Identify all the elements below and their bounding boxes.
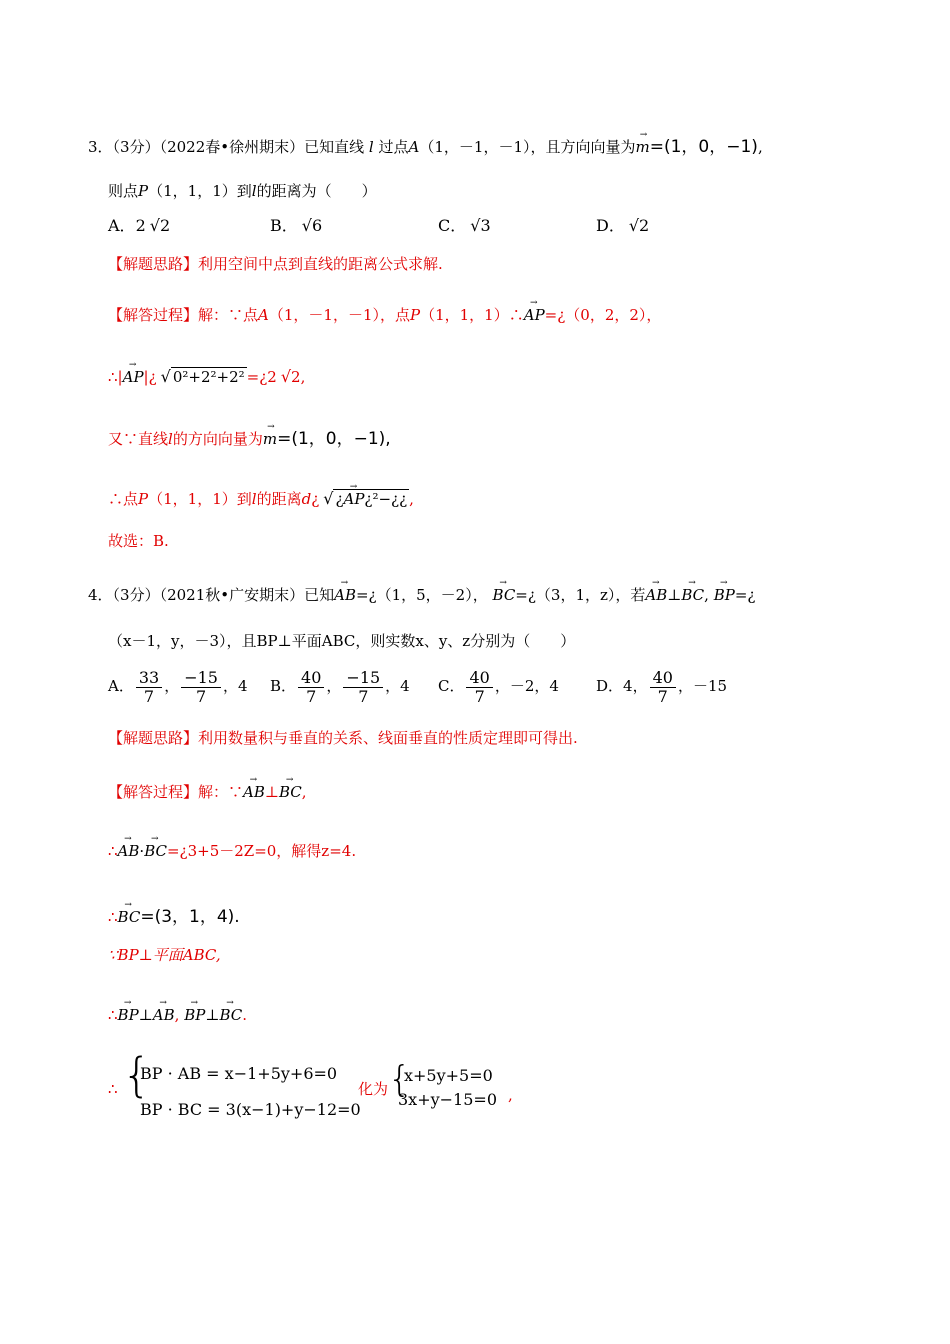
solution-text: . bbox=[242, 1006, 247, 1024]
q3-step-distance bbox=[108, 482, 414, 510]
point-p: P bbox=[138, 182, 149, 200]
radicand: 0²+2²+2² bbox=[172, 368, 245, 386]
option-value: ，4 bbox=[385, 677, 410, 695]
q4-option-c bbox=[438, 664, 559, 708]
vector-bp: → BP bbox=[714, 578, 735, 606]
q3-text: 过点 bbox=[378, 138, 409, 156]
vector-ab: → AB bbox=[645, 578, 667, 606]
vector-bc: → BC bbox=[681, 578, 704, 606]
left-brace: { bbox=[388, 1059, 411, 1100]
solution-text: （1，－1，－1），点 bbox=[268, 306, 410, 324]
perp-symbol: ⊥ bbox=[667, 586, 682, 604]
q3-text: 则点 bbox=[108, 182, 139, 200]
q3-stem-line2 bbox=[108, 180, 377, 202]
denominator: 7 bbox=[474, 686, 485, 706]
vector-ap: → AP bbox=[343, 482, 364, 510]
vector-bc: → BC bbox=[493, 578, 516, 606]
option-label: C． bbox=[438, 677, 465, 695]
q3-step-magnitude bbox=[108, 360, 305, 388]
simplify-label: 化为 bbox=[358, 1080, 389, 1098]
solution-text: =¿2 bbox=[246, 368, 277, 386]
q3-solution-idea: 【解题思路】利用空间中点到直线的距离公式求解. bbox=[108, 255, 443, 273]
q3-text: , bbox=[757, 138, 763, 156]
vector-ap: → AP bbox=[123, 360, 144, 388]
q3-option-a bbox=[108, 215, 170, 237]
vector-bc: → BC bbox=[279, 775, 302, 803]
denominator: 7 bbox=[196, 686, 207, 706]
numerator: 40 bbox=[650, 669, 676, 688]
line-l: l bbox=[368, 138, 374, 156]
equation-system-1 bbox=[122, 1050, 362, 1126]
vector-bp: → BP bbox=[118, 998, 139, 1026]
perp-symbol: ⊥ bbox=[264, 783, 279, 801]
fraction bbox=[650, 669, 676, 706]
vector-m-value: =(1，0，−1) bbox=[649, 137, 758, 157]
vector-ab: → AB bbox=[153, 998, 175, 1026]
point-a: A bbox=[408, 138, 420, 156]
vector-m: → m bbox=[263, 422, 277, 450]
solution-text: （1，1，1）∴ bbox=[420, 306, 524, 324]
numerator: 40 bbox=[298, 669, 324, 688]
sqrt: √6 bbox=[301, 216, 323, 235]
numerator: 33 bbox=[136, 669, 162, 688]
vector-ab: → AB bbox=[243, 775, 265, 803]
q4-text: （3分）（2021秋•广安期末）已知 bbox=[112, 586, 335, 604]
option-value: 2 bbox=[159, 216, 171, 235]
solution-text: ∴ bbox=[108, 842, 118, 860]
vector-bc: → BC bbox=[219, 998, 242, 1026]
sqrt: √3 bbox=[470, 216, 491, 235]
option-value: 3 bbox=[480, 216, 491, 235]
solution-text: ∴ bbox=[108, 1006, 118, 1024]
q3-text: （1，－1，－1），且方向向量为 bbox=[419, 138, 636, 156]
option-label: D． bbox=[596, 216, 625, 235]
solution-text: , bbox=[508, 1086, 513, 1104]
denominator: 7 bbox=[657, 686, 668, 706]
solution-text: ∴点 bbox=[108, 490, 139, 508]
sqrt: √ 0²+2²+2² bbox=[160, 367, 245, 386]
q3-option-d bbox=[596, 215, 649, 237]
option-value: ，－15 bbox=[677, 677, 728, 695]
q4-option-a: A． $\frac{33}{7}$ ， $\frac{-15}{7}$ ，4 bbox=[108, 667, 248, 706]
q3-number: 3． bbox=[88, 138, 113, 156]
denominator: 7 bbox=[358, 686, 369, 706]
equation-row: BP · BC = 3(x−1)+y−12=0 bbox=[140, 1100, 361, 1119]
point-p: P bbox=[138, 490, 149, 508]
solution-text: |¿ bbox=[143, 368, 157, 386]
option-label: A． bbox=[108, 216, 136, 235]
option-value: 2 bbox=[135, 216, 146, 235]
q3-text: 的距离为（ ） bbox=[256, 182, 377, 200]
vector-ab: → AB bbox=[118, 834, 140, 862]
solution-text: =¿（0，2，2）， bbox=[544, 306, 662, 324]
perp-symbol: ⊥ bbox=[138, 1006, 153, 1024]
sqrt: √2 bbox=[628, 216, 650, 235]
q4-option-b: B． $\frac{40}{7}$ ， $\frac{-15}{7}$ ，4 bbox=[270, 667, 410, 706]
solution-text: 的距离 bbox=[256, 490, 302, 508]
option-label: B． bbox=[270, 216, 298, 235]
solution-text: 又∵直线 bbox=[108, 430, 169, 448]
q3-text: （3分）（2022春•徐州期末）已知直线 bbox=[112, 138, 365, 156]
vector-bc: → BC bbox=[144, 834, 167, 862]
q3-step-direction bbox=[108, 422, 391, 450]
solution-text: ∴ bbox=[108, 908, 118, 926]
q4-text: , bbox=[704, 586, 709, 604]
q4-step-dot bbox=[108, 834, 356, 862]
q3-option-b bbox=[270, 215, 322, 237]
option-value: ，4 bbox=[222, 677, 248, 695]
solution-text: ¿ bbox=[311, 490, 320, 508]
q4-solution-process bbox=[108, 775, 307, 803]
q4-stem-line2: （x－1，y，－3），且BP⊥平面ABC，则实数x、y、z分别为（ ） bbox=[108, 632, 576, 650]
q4-stem-line1 bbox=[88, 578, 755, 606]
line-l: l bbox=[251, 182, 257, 200]
vector-bc: → BC bbox=[118, 900, 141, 928]
q4-step-perp bbox=[108, 998, 247, 1026]
q3-answer: 故选：B. bbox=[108, 532, 169, 550]
solution-text: , bbox=[174, 1006, 180, 1024]
left-brace: { bbox=[122, 1048, 152, 1102]
numerator: 40 bbox=[466, 669, 492, 688]
q3-text: （1，1，1）到 bbox=[148, 182, 252, 200]
q3-option-c bbox=[438, 215, 491, 237]
solution-text: ∴| bbox=[108, 368, 123, 386]
solution-text: 2, bbox=[291, 368, 306, 386]
vector-m-value: =(1，0，−1), bbox=[277, 429, 391, 449]
point-p: P bbox=[410, 306, 421, 324]
solution-text: 【解答过程】解：∵点 bbox=[108, 306, 259, 324]
denominator: 7 bbox=[143, 686, 155, 706]
fraction bbox=[298, 669, 324, 706]
solution-text: =¿3+5－2Z=0，解得z=4. bbox=[166, 842, 357, 860]
fraction bbox=[136, 669, 162, 706]
numerator: −15 bbox=[181, 669, 221, 688]
option-value: 6 bbox=[311, 216, 323, 235]
option-label: B． bbox=[270, 677, 297, 695]
point-a: A bbox=[258, 306, 269, 324]
equation-row: 3x+y−15=0 bbox=[398, 1090, 497, 1109]
q4-text: =¿（1，5，－2）， bbox=[355, 586, 488, 604]
solution-text: 【解答过程】解：∵ bbox=[108, 783, 244, 801]
solution-text: , bbox=[409, 490, 414, 508]
vector-ap: → AP bbox=[524, 298, 545, 326]
fraction bbox=[181, 669, 221, 706]
q4-number: 4． bbox=[88, 586, 113, 604]
fraction bbox=[343, 669, 383, 706]
q4-text: =¿（3，1，z），若 bbox=[515, 586, 646, 604]
denominator: 7 bbox=[306, 686, 317, 706]
q3-stem-line1 bbox=[88, 130, 763, 158]
sqrt: √ ¿→ AP¿²−¿¿ bbox=[319, 482, 409, 510]
q4-option-d bbox=[596, 664, 727, 708]
vector-bp: → BP bbox=[184, 998, 205, 1026]
option-label: D．4， bbox=[596, 677, 648, 695]
q3-solution-process bbox=[108, 298, 661, 326]
solution-text: , bbox=[301, 783, 307, 801]
q4-step-bc bbox=[108, 900, 240, 928]
perp-symbol: ⊥ bbox=[205, 1006, 220, 1024]
q4-text: =¿ bbox=[734, 586, 756, 604]
line-l: l bbox=[168, 430, 173, 448]
line-l: l bbox=[251, 490, 257, 508]
q4-step-plane: ∵BP⊥平面ABC, bbox=[108, 946, 221, 964]
option-label: A． bbox=[108, 677, 134, 695]
sqrt: √2 bbox=[149, 216, 171, 235]
equation-row: x+5y+5=0 bbox=[404, 1066, 493, 1085]
radicand: ¿ bbox=[335, 490, 344, 508]
vector-ab: → AB bbox=[334, 578, 356, 606]
numerator: −15 bbox=[343, 669, 383, 688]
option-label: C． bbox=[438, 216, 467, 235]
distance-d: d bbox=[301, 490, 312, 508]
vector-m: → m bbox=[636, 130, 650, 158]
q4-solution-idea: 【解题思路】利用数量积与垂直的关系、线面垂直的性质定理即可得出. bbox=[108, 729, 578, 747]
fraction bbox=[466, 669, 492, 706]
radicand: ¿²−¿¿ bbox=[364, 490, 408, 508]
vector-bc-value: =(3，1，4). bbox=[140, 907, 240, 927]
equation-row: BP · AB = x−1+5y+6=0 bbox=[140, 1064, 338, 1083]
solution-text: （1，1，1）到 bbox=[148, 490, 252, 508]
equation-system-2 bbox=[388, 1060, 518, 1116]
solution-text: 的方向向量为 bbox=[172, 430, 263, 448]
option-value: ，－2，4 bbox=[494, 677, 559, 695]
dot-symbol: · bbox=[139, 842, 145, 860]
sqrt: √2, bbox=[280, 367, 306, 386]
option-value: 2 bbox=[639, 216, 650, 235]
therefore-symbol: ∴ bbox=[108, 1080, 118, 1098]
